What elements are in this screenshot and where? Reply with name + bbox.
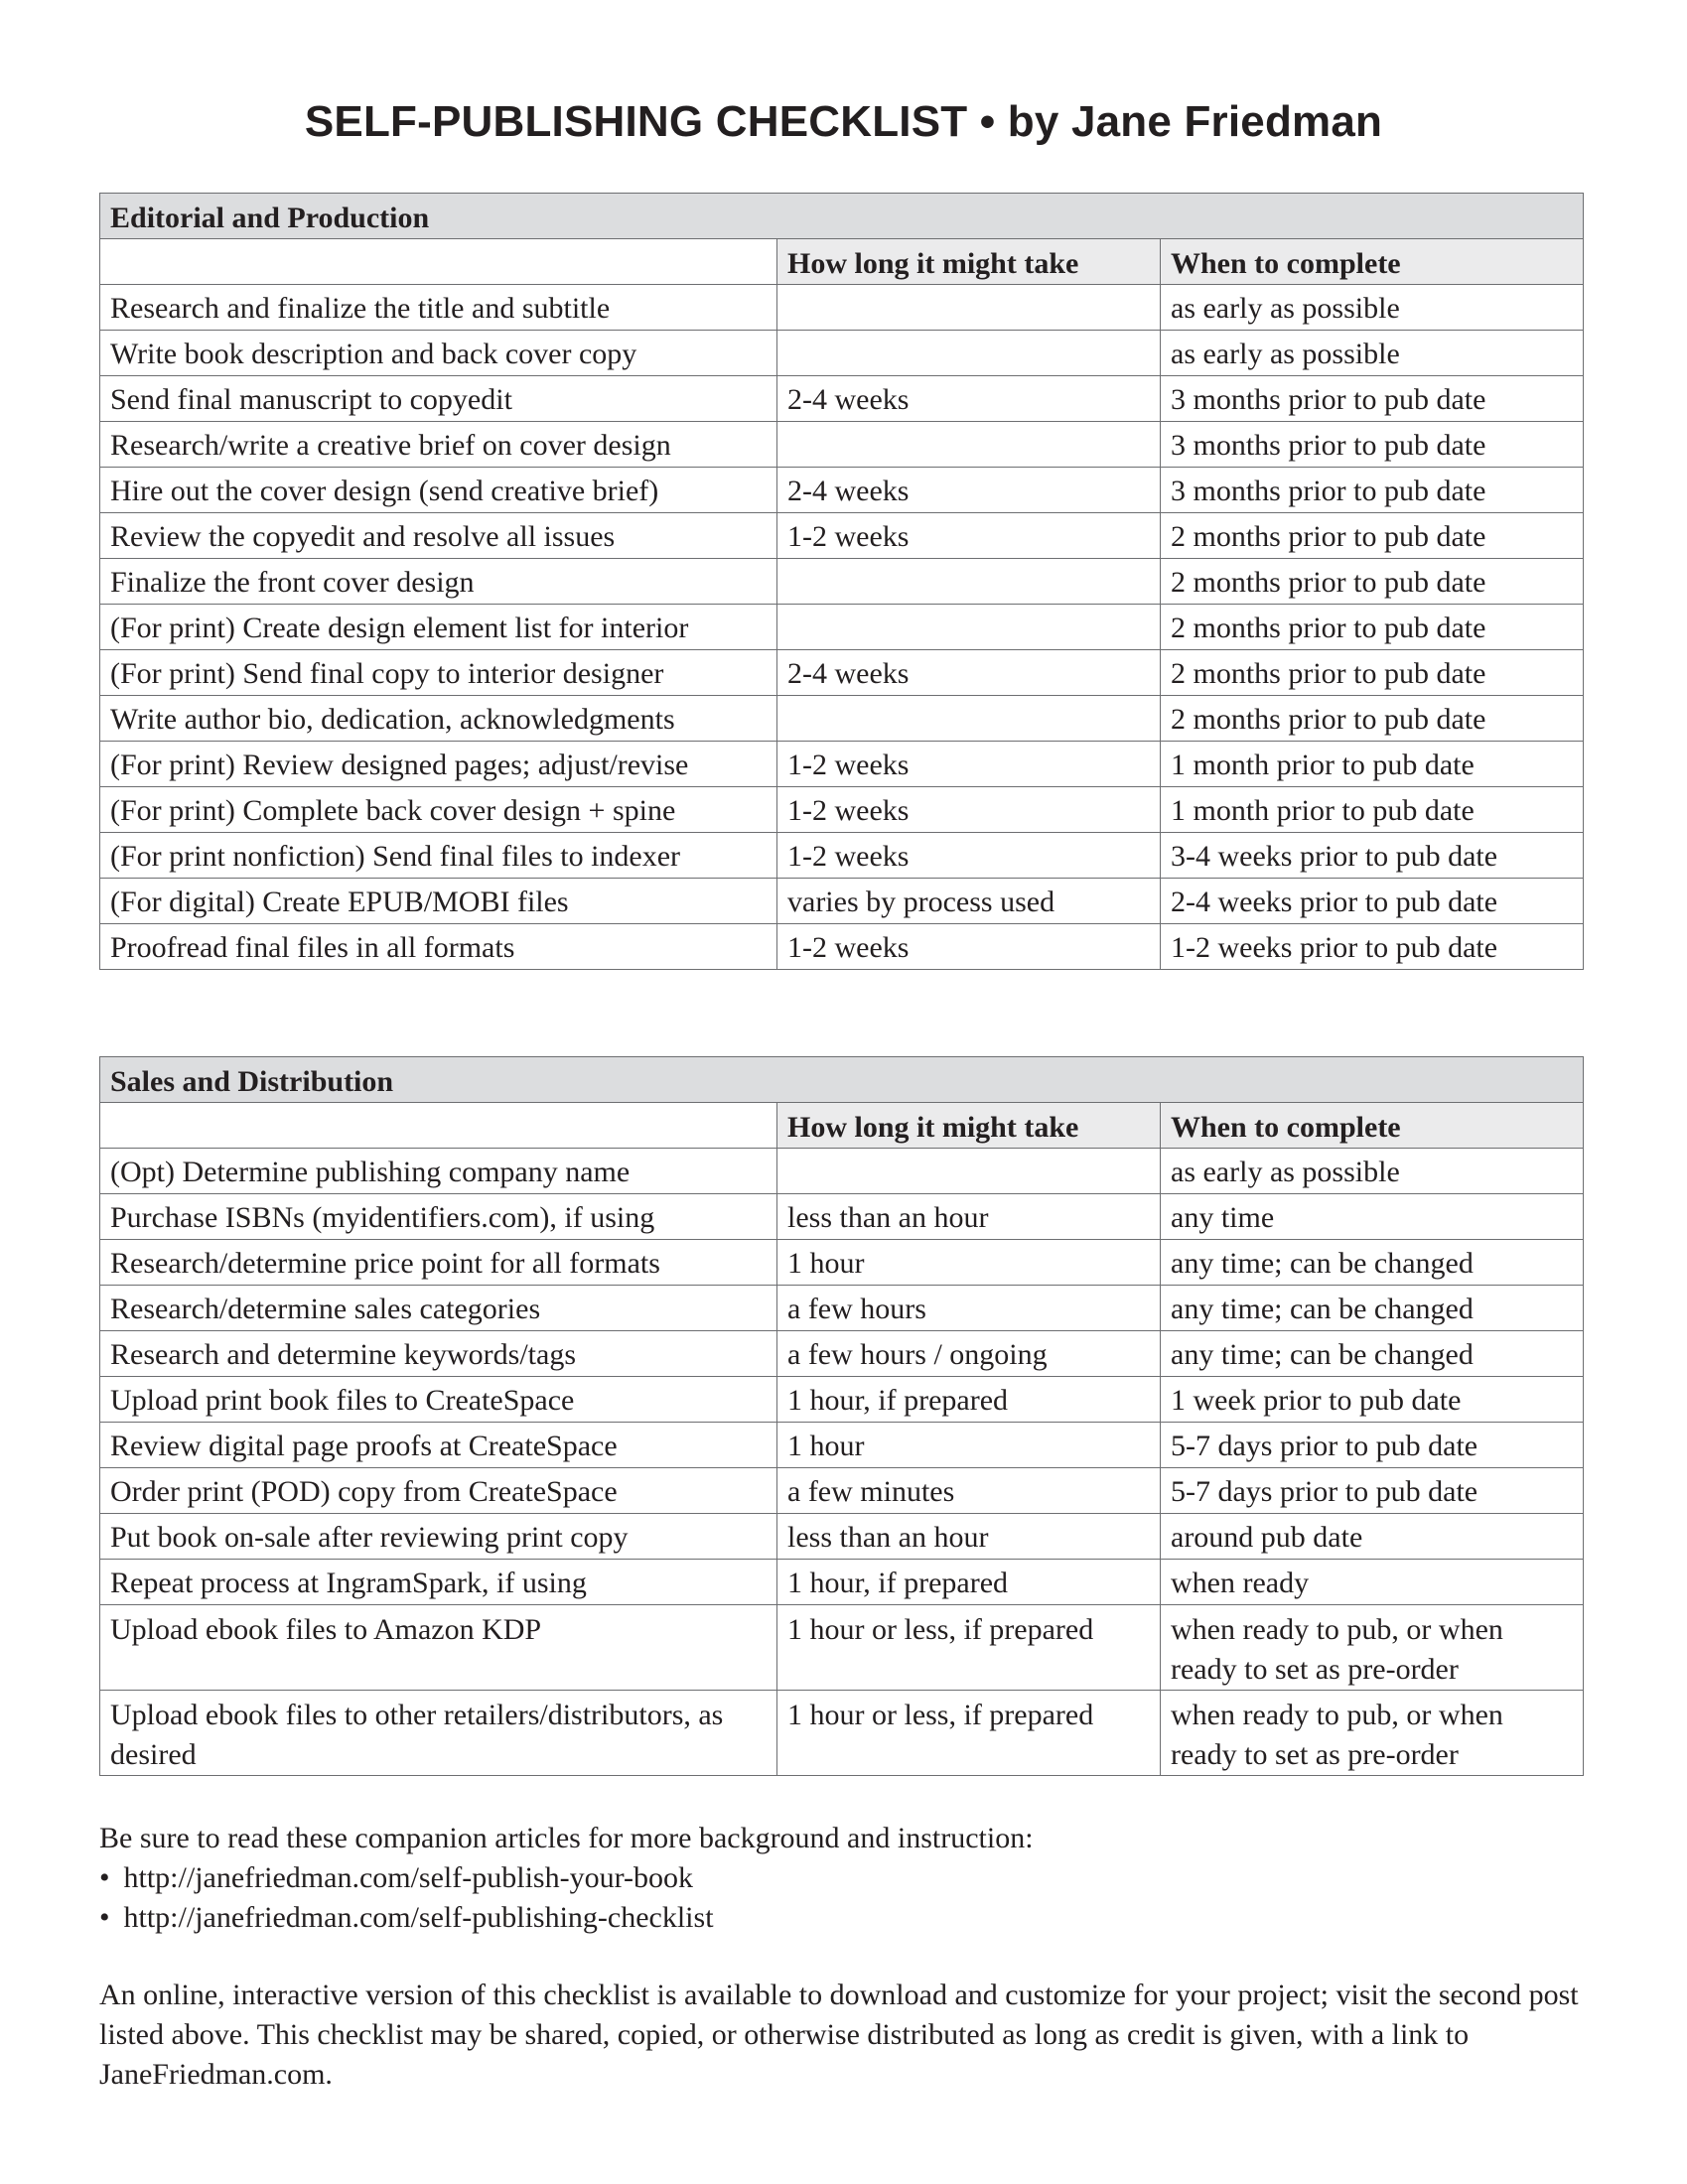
duration-cell: 1 hour or less, if prepared bbox=[777, 1605, 1161, 1691]
duration-cell: a few hours / ongoing bbox=[777, 1331, 1161, 1377]
when-cell: when ready bbox=[1161, 1560, 1584, 1605]
when-cell: 1 week prior to pub date bbox=[1161, 1377, 1584, 1423]
task-cell: Proofread final files in all formats bbox=[100, 924, 777, 970]
task-cell: Order print (POD) copy from CreateSpace bbox=[100, 1468, 777, 1514]
table-row bbox=[100, 376, 1584, 422]
section-title: Sales and Distribution bbox=[100, 1057, 1584, 1103]
table-row bbox=[100, 787, 1584, 833]
table-row bbox=[100, 1194, 1584, 1240]
table-row bbox=[100, 422, 1584, 468]
task-cell: Repeat process at IngramSpark, if using bbox=[100, 1560, 777, 1605]
task-cell: (For print nonfiction) Send final files to indexer bbox=[100, 833, 777, 879]
section-title: Editorial and Production bbox=[100, 194, 1584, 239]
table-row bbox=[100, 1331, 1584, 1377]
companion-articles bbox=[99, 1819, 1589, 1938]
table-row bbox=[100, 468, 1584, 513]
companion-intro: Be sure to read these companion articles for more background and instruction: bbox=[99, 1822, 1034, 1854]
duration-cell bbox=[777, 331, 1161, 376]
column-header-when: When to complete bbox=[1161, 239, 1584, 285]
companion-link[interactable]: • http://janefriedman.com/self-publishing-checklist bbox=[99, 1898, 1589, 1938]
task-cell: Research/determine price point for all formats bbox=[100, 1240, 777, 1286]
task-cell: Upload ebook files to other retailers/distributors, as desired bbox=[100, 1691, 777, 1776]
task-cell: (For print) Send final copy to interior designer bbox=[100, 650, 777, 696]
when-cell: 2 months prior to pub date bbox=[1161, 696, 1584, 742]
when-cell: 2 months prior to pub date bbox=[1161, 605, 1584, 650]
column-header-task bbox=[100, 239, 777, 285]
duration-cell: varies by process used bbox=[777, 879, 1161, 924]
task-cell: (For digital) Create EPUB/MOBI files bbox=[100, 879, 777, 924]
task-cell: (For print) Complete back cover design + spine bbox=[100, 787, 777, 833]
task-cell: Upload print book files to CreateSpace bbox=[100, 1377, 777, 1423]
when-cell: 2 months prior to pub date bbox=[1161, 650, 1584, 696]
duration-cell: a few minutes bbox=[777, 1468, 1161, 1514]
table-row bbox=[100, 1560, 1584, 1605]
task-cell: Finalize the front cover design bbox=[100, 559, 777, 605]
when-cell: as early as possible bbox=[1161, 285, 1584, 331]
task-cell: Put book on-sale after reviewing print copy bbox=[100, 1514, 777, 1560]
duration-cell: 2-4 weeks bbox=[777, 650, 1161, 696]
task-cell: Research and determine keywords/tags bbox=[100, 1331, 777, 1377]
task-cell: Purchase ISBNs (myidentifiers.com), if using bbox=[100, 1194, 777, 1240]
when-cell: any time; can be changed bbox=[1161, 1286, 1584, 1331]
when-cell: 3 months prior to pub date bbox=[1161, 422, 1584, 468]
table-row bbox=[100, 924, 1584, 970]
table-row bbox=[100, 1149, 1584, 1194]
task-cell: Upload ebook files to Amazon KDP bbox=[100, 1605, 777, 1691]
duration-cell: 1-2 weeks bbox=[777, 513, 1161, 559]
when-cell: as early as possible bbox=[1161, 1149, 1584, 1194]
table-row bbox=[100, 742, 1584, 787]
usage-note bbox=[99, 1976, 1589, 2095]
column-header-duration: How long it might take bbox=[777, 239, 1161, 285]
task-cell: (Opt) Determine publishing company name bbox=[100, 1149, 777, 1194]
table-row bbox=[100, 1691, 1584, 1776]
duration-cell bbox=[777, 605, 1161, 650]
table-row bbox=[100, 559, 1584, 605]
when-cell: 3 months prior to pub date bbox=[1161, 376, 1584, 422]
task-cell: Write author bio, dedication, acknowledgments bbox=[100, 696, 777, 742]
table-row bbox=[100, 833, 1584, 879]
table-row bbox=[100, 1423, 1584, 1468]
duration-cell: 1 hour bbox=[777, 1240, 1161, 1286]
duration-cell: 1 hour, if prepared bbox=[777, 1377, 1161, 1423]
task-cell: Research and finalize the title and subtitle bbox=[100, 285, 777, 331]
duration-cell: less than an hour bbox=[777, 1194, 1161, 1240]
task-cell: Hire out the cover design (send creative brief) bbox=[100, 468, 777, 513]
task-cell: (For print) Create design element list for interior bbox=[100, 605, 777, 650]
duration-cell: 1-2 weeks bbox=[777, 924, 1161, 970]
table-row bbox=[100, 1377, 1584, 1423]
when-cell: when ready to pub, or when ready to set as pre-order bbox=[1161, 1605, 1584, 1691]
when-cell: any time; can be changed bbox=[1161, 1331, 1584, 1377]
task-cell: Send final manuscript to copyedit bbox=[100, 376, 777, 422]
table-row bbox=[100, 1240, 1584, 1286]
table-row bbox=[100, 1468, 1584, 1514]
when-cell: when ready to pub, or when ready to set as pre-order bbox=[1161, 1691, 1584, 1776]
when-cell: 3 months prior to pub date bbox=[1161, 468, 1584, 513]
duration-cell bbox=[777, 285, 1161, 331]
companion-links-list bbox=[99, 1858, 1589, 1938]
task-cell: Research/write a creative brief on cover design bbox=[100, 422, 777, 468]
duration-cell: a few hours bbox=[777, 1286, 1161, 1331]
table-row bbox=[100, 879, 1584, 924]
duration-cell: 2-4 weeks bbox=[777, 468, 1161, 513]
companion-link[interactable]: • http://janefriedman.com/self-publish-your-book bbox=[99, 1858, 1589, 1898]
table-row bbox=[100, 1514, 1584, 1560]
duration-cell: 1 hour or less, if prepared bbox=[777, 1691, 1161, 1776]
task-cell: Research/determine sales categories bbox=[100, 1286, 777, 1331]
table-row bbox=[100, 605, 1584, 650]
task-cell: (For print) Review designed pages; adjust/revise bbox=[100, 742, 777, 787]
column-header-task bbox=[100, 1103, 777, 1149]
duration-cell: 1 hour bbox=[777, 1423, 1161, 1468]
usage-note-text: An online, interactive version of this checklist is available to download and customize for your project; visit the second post listed above. This checklist may be shared, copied, or otherwise distributed as long as credit is given, with a link to JaneFriedman.com. bbox=[99, 1979, 1579, 2091]
table-row bbox=[100, 696, 1584, 742]
duration-cell bbox=[777, 422, 1161, 468]
task-cell: Review the copyedit and resolve all issues bbox=[100, 513, 777, 559]
when-cell: as early as possible bbox=[1161, 331, 1584, 376]
duration-cell: less than an hour bbox=[777, 1514, 1161, 1560]
when-cell: 2 months prior to pub date bbox=[1161, 559, 1584, 605]
task-cell: Review digital page proofs at CreateSpace bbox=[100, 1423, 777, 1468]
table-row bbox=[100, 650, 1584, 696]
duration-cell: 1-2 weeks bbox=[777, 742, 1161, 787]
duration-cell: 2-4 weeks bbox=[777, 376, 1161, 422]
table-row bbox=[100, 285, 1584, 331]
when-cell: around pub date bbox=[1161, 1514, 1584, 1560]
when-cell: 2 months prior to pub date bbox=[1161, 513, 1584, 559]
table-row bbox=[100, 331, 1584, 376]
when-cell: 1 month prior to pub date bbox=[1161, 787, 1584, 833]
table-row bbox=[100, 513, 1584, 559]
duration-cell: 1-2 weeks bbox=[777, 833, 1161, 879]
column-header-when: When to complete bbox=[1161, 1103, 1584, 1149]
when-cell: any time bbox=[1161, 1194, 1584, 1240]
when-cell: 5-7 days prior to pub date bbox=[1161, 1423, 1584, 1468]
when-cell: any time; can be changed bbox=[1161, 1240, 1584, 1286]
duration-cell bbox=[777, 559, 1161, 605]
duration-cell: 1 hour, if prepared bbox=[777, 1560, 1161, 1605]
sales-distribution-table bbox=[99, 1056, 1584, 1776]
when-cell: 3-4 weeks prior to pub date bbox=[1161, 833, 1584, 879]
duration-cell bbox=[777, 1149, 1161, 1194]
page-title: SELF-PUBLISHING CHECKLIST • by Jane Friedman bbox=[304, 97, 1383, 146]
when-cell: 1 month prior to pub date bbox=[1161, 742, 1584, 787]
when-cell: 2-4 weeks prior to pub date bbox=[1161, 879, 1584, 924]
duration-cell: 1-2 weeks bbox=[777, 787, 1161, 833]
table-row bbox=[100, 1605, 1584, 1691]
when-cell: 5-7 days prior to pub date bbox=[1161, 1468, 1584, 1514]
task-cell: Write book description and back cover copy bbox=[100, 331, 777, 376]
duration-cell bbox=[777, 696, 1161, 742]
column-header-duration: How long it might take bbox=[777, 1103, 1161, 1149]
when-cell: 1-2 weeks prior to pub date bbox=[1161, 924, 1584, 970]
table-row bbox=[100, 1286, 1584, 1331]
editorial-production-table bbox=[99, 193, 1584, 970]
